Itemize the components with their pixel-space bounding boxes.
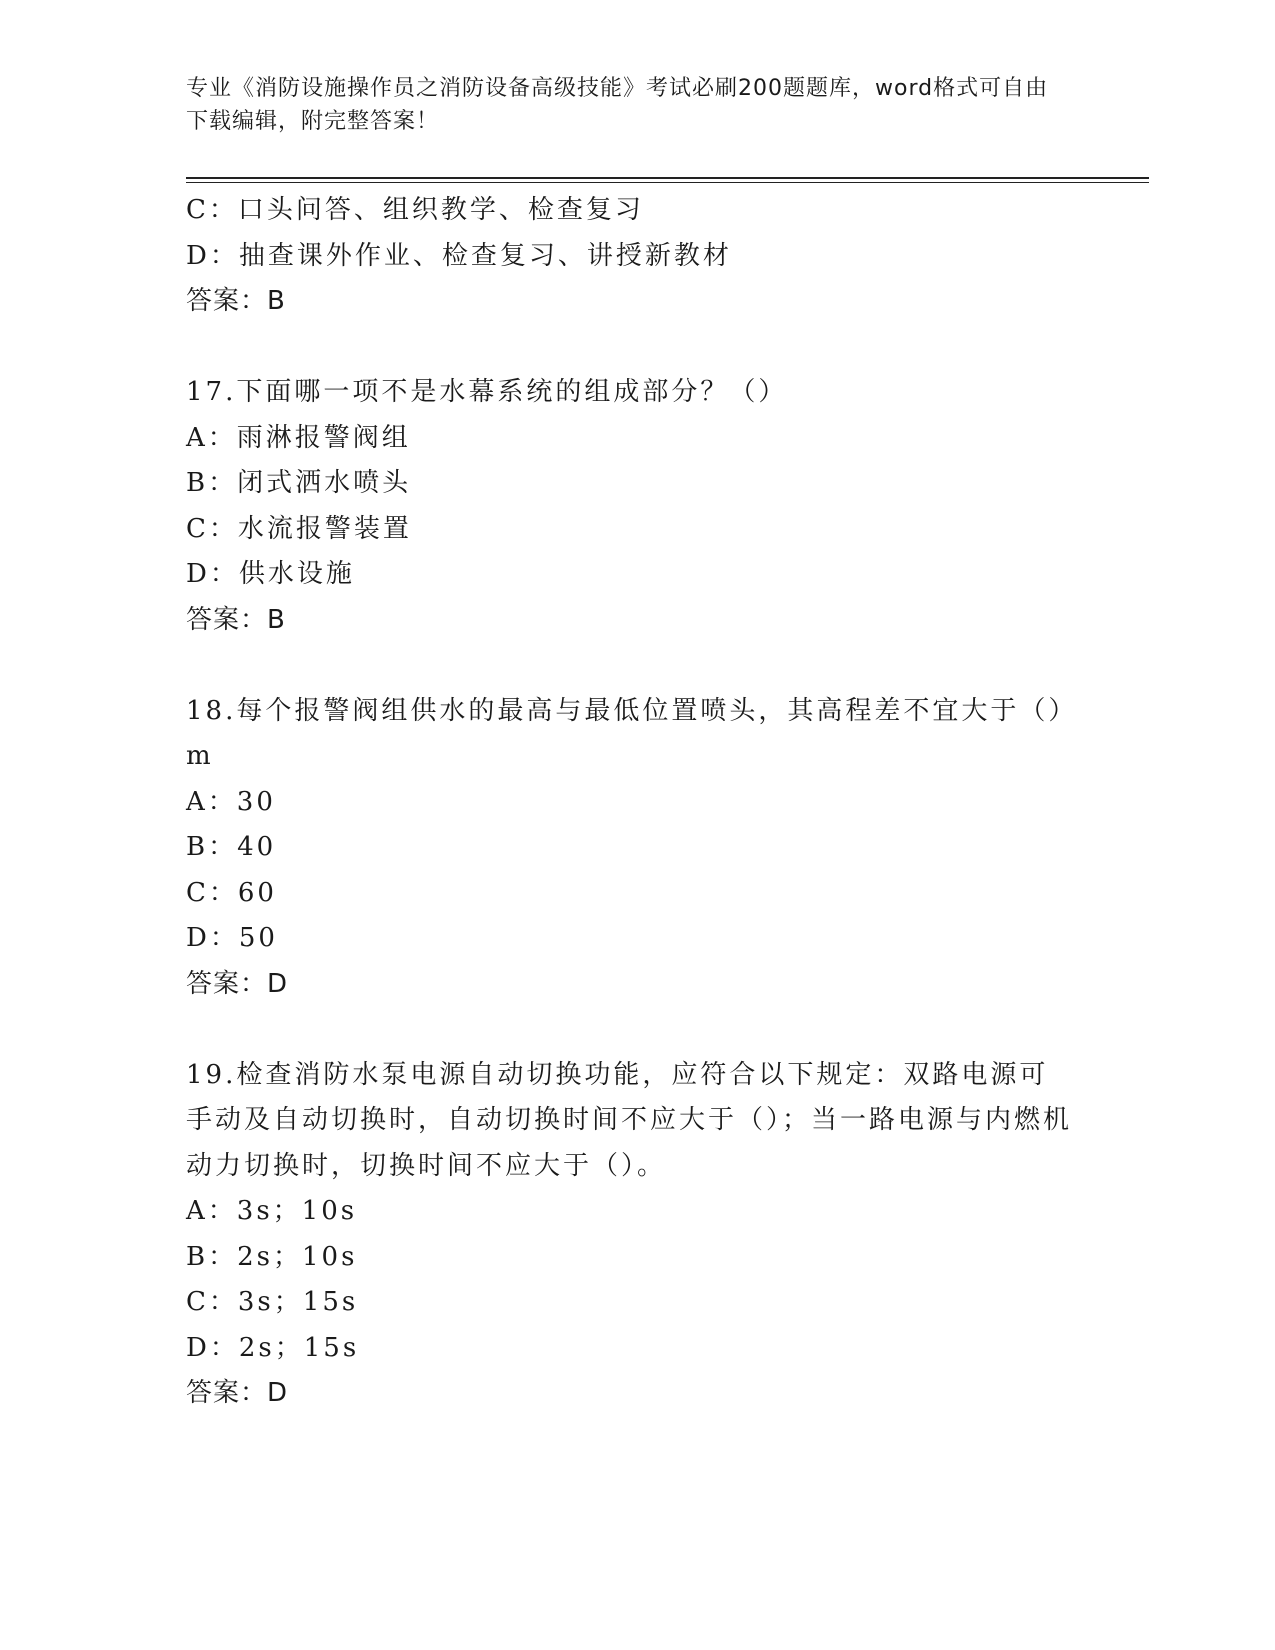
question-text: 17.下面哪一项不是水幕系统的组成部分？（） — [186, 377, 788, 407]
option-b: B：闭式洒水喷头 — [186, 468, 412, 498]
option-a: A：雨淋报警阀组 — [186, 422, 411, 453]
option-c: C：3s；15s — [186, 1287, 359, 1317]
option-d: D：50 — [186, 923, 278, 953]
document-header: 专业《消防设施操作员之消防设备高级技能》考试必刷200题题库，word格式可自由下载编辑，附完整答案！ — [186, 76, 1049, 134]
header-divider-thin — [186, 182, 1149, 183]
option-c: C：水流报警装置 — [186, 513, 412, 544]
option-d: D：供水设施 — [186, 559, 355, 589]
spacer — [186, 325, 1086, 371]
question-text: 18.每个报警阀组供水的最高与最低位置喷头，其高程差不宜大于（）m — [186, 695, 1065, 771]
option-b: B：2s；10s — [186, 1241, 358, 1272]
answer-line: 答案：D — [186, 968, 289, 999]
option-d: D：2s；15s — [186, 1332, 360, 1363]
option-c: C：口头问答、组织教学、检查复习 — [186, 195, 644, 225]
spacer — [186, 643, 1086, 689]
question-block-16 — [186, 188, 1086, 325]
option-a: A：30 — [186, 786, 276, 817]
question-block-18 — [186, 689, 1086, 1008]
answer-line: 答案：B — [186, 286, 286, 316]
answer-line: 答案：B — [186, 604, 286, 635]
question-block-19 — [186, 1053, 1086, 1417]
answer-line: 答案：D — [186, 1378, 289, 1408]
spacer — [186, 1007, 1086, 1053]
option-c: C：60 — [186, 877, 277, 908]
question-list — [186, 188, 1086, 1417]
option-b: B：40 — [186, 832, 277, 862]
question-text: 19.检查消防水泵电源自动切换功能，应符合以下规定：双路电源可手动及自动切换时，自动切换时间不应大于（）；当一路电源与内燃机动力切换时，切换时间不应大于（）。 — [186, 1059, 1073, 1181]
option-d: D：抽查课外作业、检查复习、讲授新教材 — [186, 240, 732, 271]
option-a: A：3s；10s — [186, 1196, 358, 1226]
header-divider-thick — [186, 177, 1149, 179]
question-block-17 — [186, 370, 1086, 643]
